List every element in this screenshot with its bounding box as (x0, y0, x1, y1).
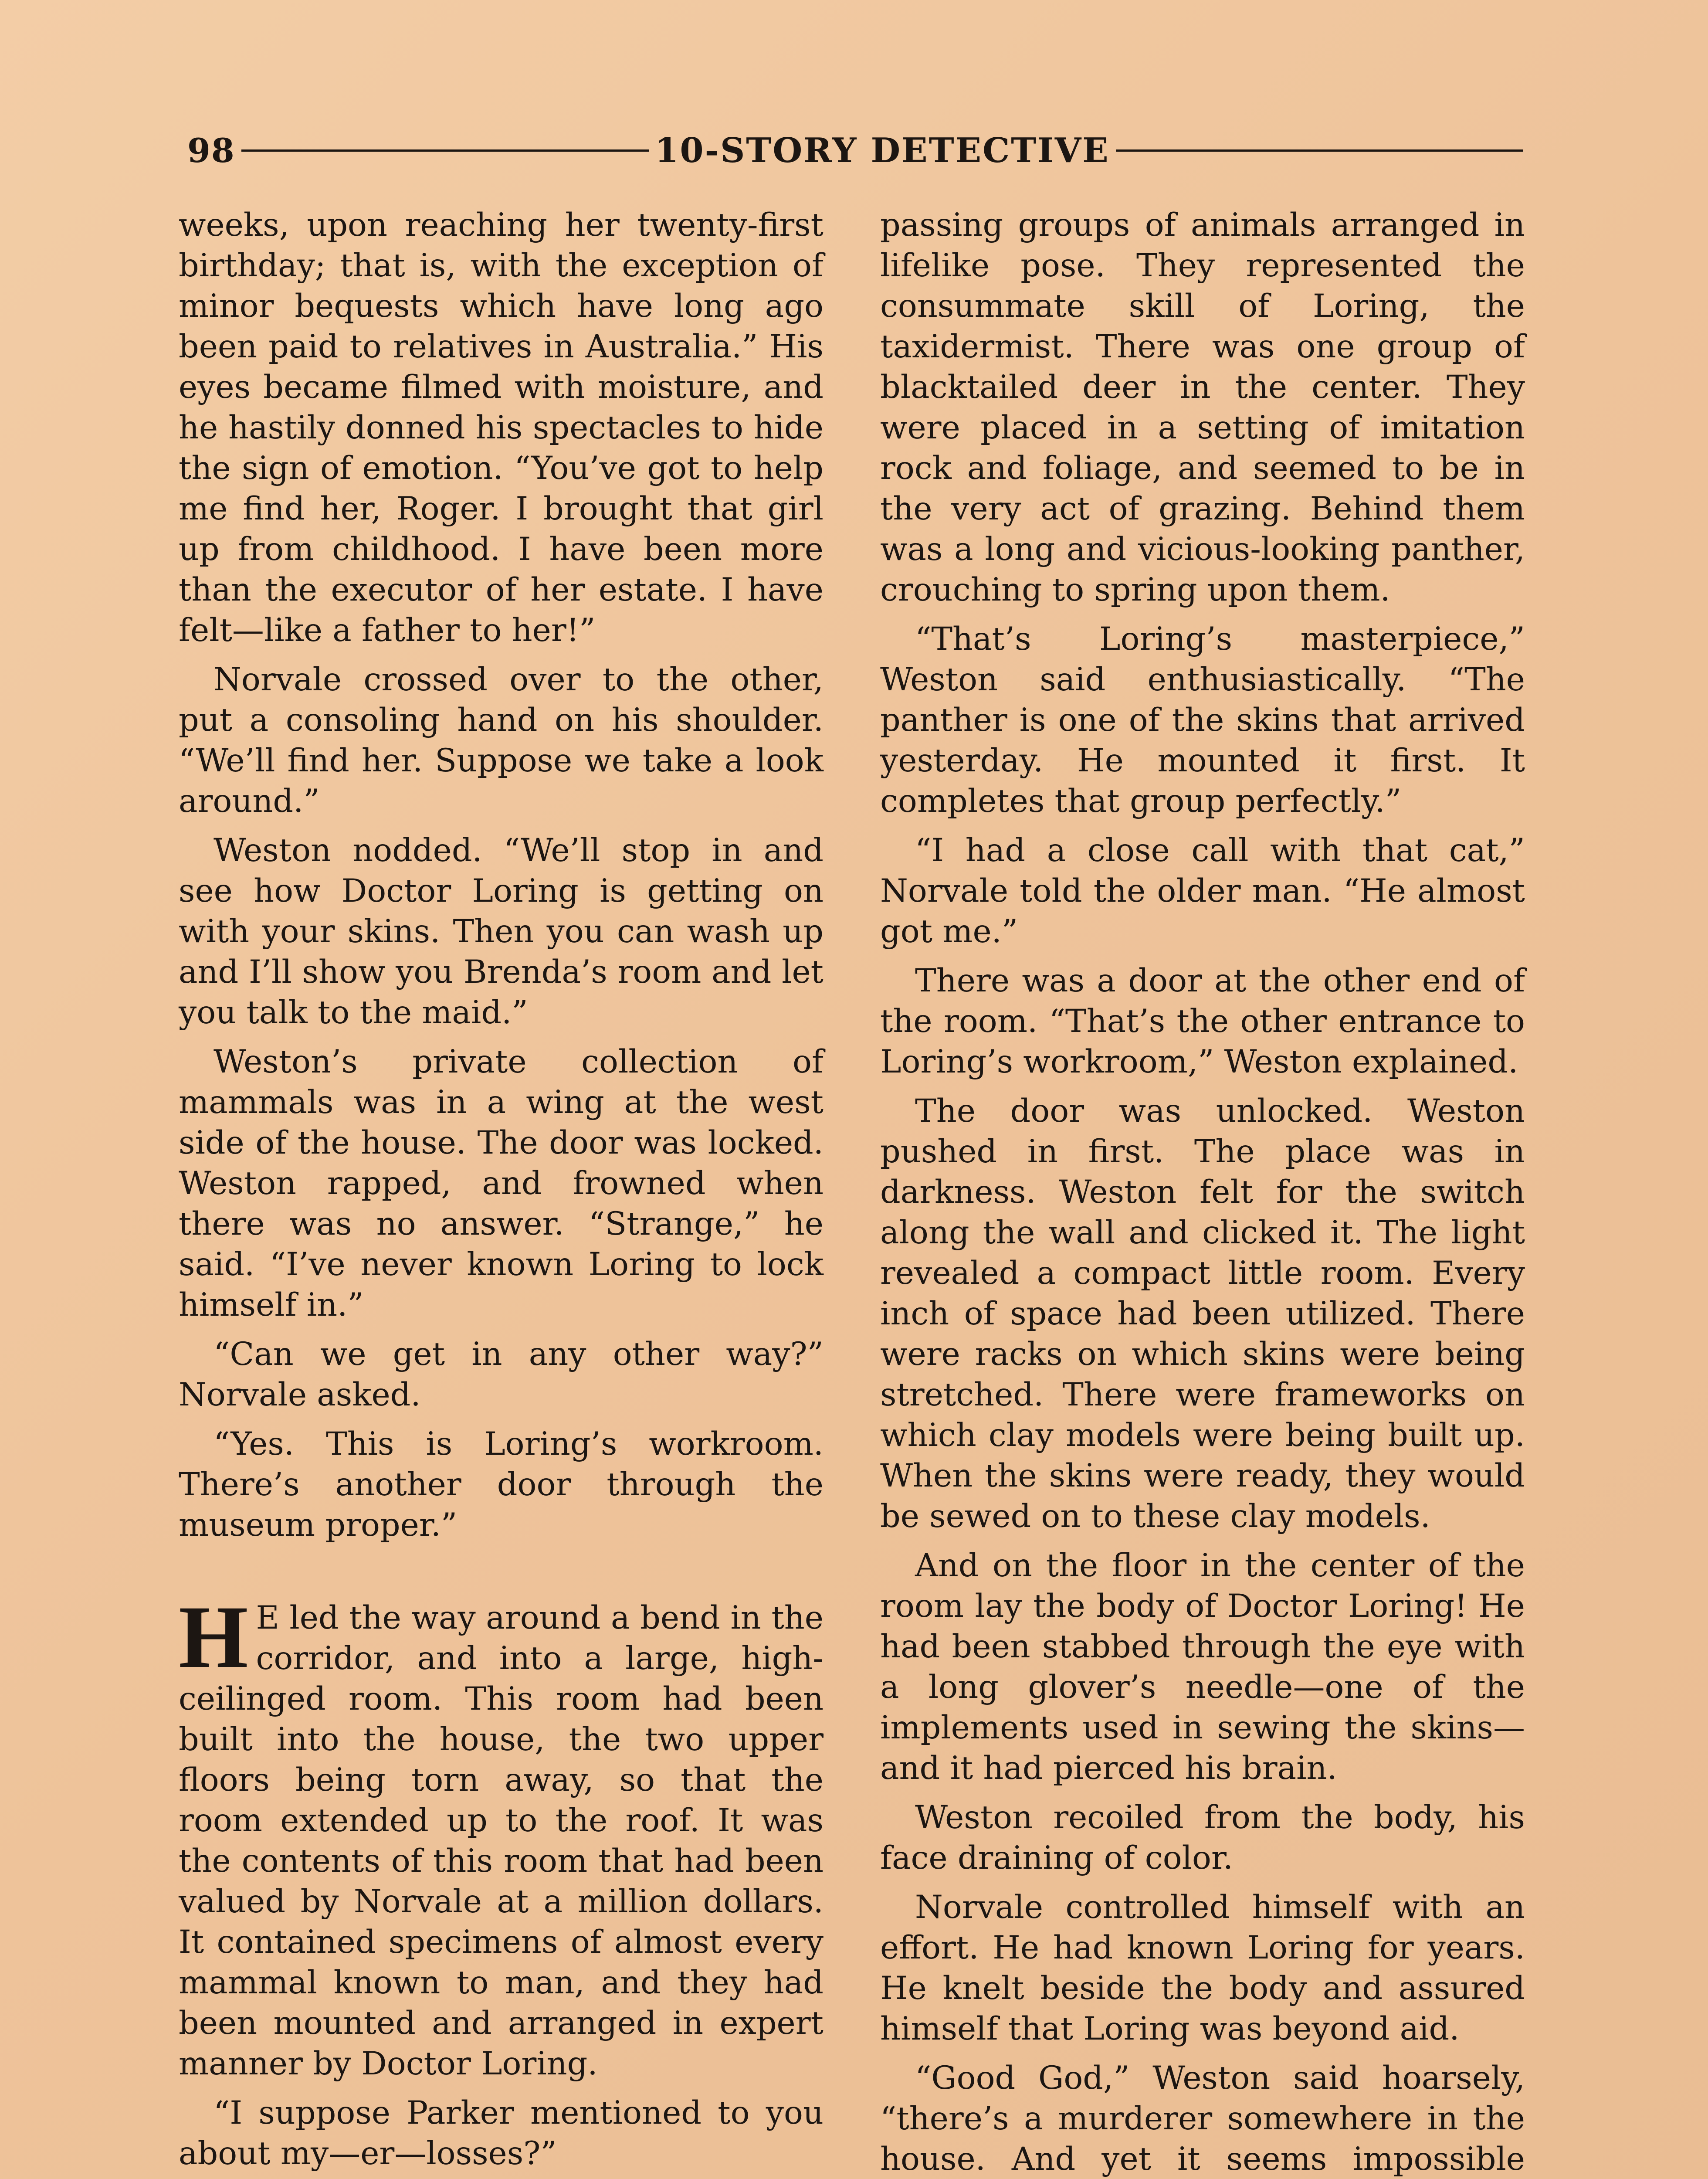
page-header (187, 126, 1529, 174)
paragraph: “Yes. This is Loring’s workroom. There’s another door through the museum proper.” (179, 1426, 824, 1544)
magazine-title: 10-STORY DETECTIVE (655, 130, 1110, 170)
header-rule-left (241, 149, 649, 152)
left-column (179, 205, 824, 2179)
paragraph: Norvale crossed over to the other, put a consoling hand on his shoulder. “We’ll find her. Suppose we take a look around.” (179, 661, 824, 820)
paragraph: “Good God,” Weston said hoarsely, “there’s a murderer somewhere in the house. And yet it seems impossible (880, 2060, 1525, 2178)
section-opening-text: E led the way around a bend in the corridor, and into a large, high-ceilinged room. This room had been built into the house, the two upper floors being torn away, so that the room extended up to the roof. It was the contents of this room that had been valued by Norvale at a million dollars. It contained specimens of almost every mammal known to man, and they had been mounted and arranged in expert manner by Doctor Loring. (179, 1599, 824, 2082)
paragraph: The door was unlocked. Weston pushed in first. The place was in darkness. Weston felt for the switch along the wall and clicked it. The light revealed a compact little room. Every inch of space had been utilized. There were racks on which skins were being stretched. There were frameworks on which clay models were being built up. When the skins were ready, they would be sewed on to these clay models. (880, 1093, 1525, 1535)
right-column (880, 205, 1525, 2179)
section-opening-paragraph (179, 1588, 824, 2084)
paragraph: Weston nodded. “We’ll stop in and see how Doctor Loring is getting on with your skins. Then you can wash up and I’ll show you Brenda’s room and let you talk to the maid.” (179, 832, 824, 1031)
page-number: 98 (187, 131, 235, 170)
paragraph: “I suppose Parker mentioned to you about my—er—losses?” (179, 2094, 824, 2172)
drop-cap: H (179, 1588, 248, 1687)
paragraph: “That’s Loring’s masterpiece,” Weston said enthusiastically. “The panther is one of the skins that arrived yesterday. He mounted it first. It completes that group perfectly.” (880, 621, 1525, 820)
header-rule-right (1116, 149, 1523, 152)
paragraph: Norvale controlled himself with an effort. He had known Loring for years. He knelt beside the body and assured himself that Loring was beyond aid. (880, 1889, 1525, 2047)
paragraph: “I had a close call with that cat,” Norvale told the older man. “He almost got me.” (880, 832, 1525, 950)
paragraph: And on the floor in the center of the room lay the body of Doctor Loring! He had been stabbed through the eye with a long glover’s needle—one of the implements used in sewing the skins—and it had pierced his brain. (880, 1547, 1525, 1787)
paragraph: passing groups of animals arranged in lifelike pose. They represented the consummate skill of Loring, the taxidermist. There was one group of blacktailed deer in the center. They were placed in a setting of imitation rock and foliage, and seemed to be in the very act of grazing. Behind them was a long and vicious-looking panther, crouching to spring upon them. (880, 207, 1525, 608)
paragraph: Weston recoiled from the body, his face draining of color. (880, 1799, 1525, 1877)
paragraph: Weston’s private collection of mammals was in a wing at the west side of the house. The door was locked. Weston rapped, and frowned when there was no answer. “Strange,” he said. “I’ve never known Loring to lock himself in.” (179, 1043, 824, 1324)
paragraph: There was a door at the other end of the room. “That’s the other entrance to Loring’s workroom,” Weston explained. (880, 962, 1525, 1080)
paragraph: “Can we get in any other way?” Norvale asked. (179, 1336, 824, 1413)
paragraph: weeks, upon reaching her twenty-first birthday; that is, with the exception of minor bequests which have long ago been paid to relatives in Australia.” His eyes became filmed with moisture, and he hastily donned his spectacles to hide the sign of emotion. “You’ve got to help me find her, Roger. I brought that girl up from childhood. I have been more than the executor of her estate. I have felt—like a father to her!” (179, 207, 824, 649)
